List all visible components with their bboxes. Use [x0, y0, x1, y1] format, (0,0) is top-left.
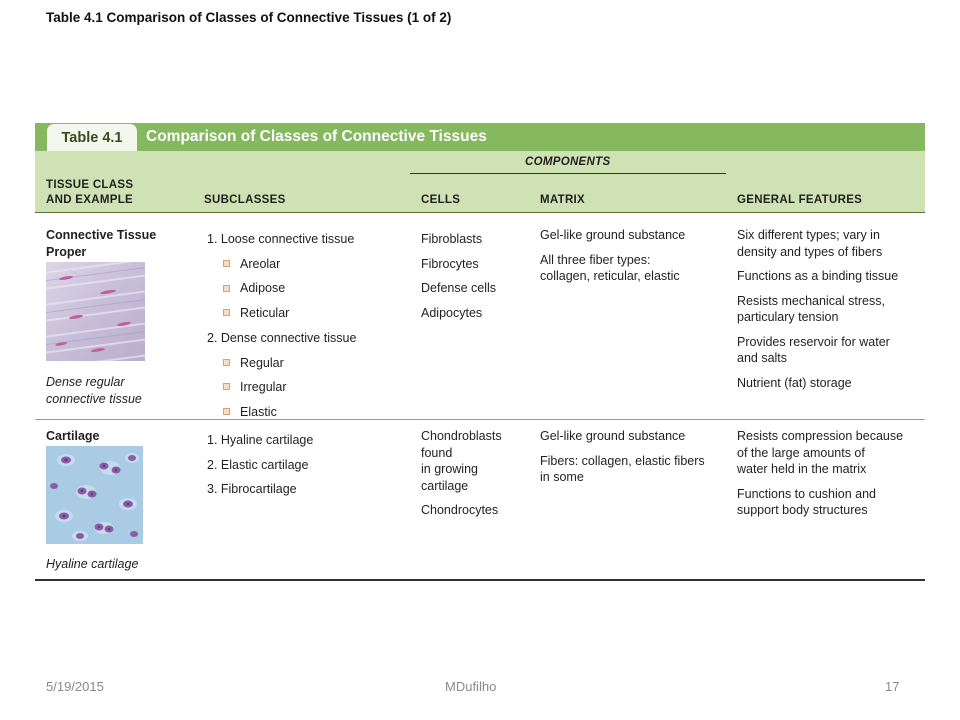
row-divider	[35, 419, 925, 420]
subclass-item: Areolar	[207, 252, 356, 277]
subclass-item: Regular	[207, 351, 356, 376]
row2-subclasses	[207, 428, 313, 502]
footer-date: 5/19/2015	[46, 679, 104, 694]
header-matrix: MATRIX	[540, 194, 586, 206]
table-title: Comparison of Classes of Connective Tissues	[146, 128, 487, 145]
row2-general-features: Resists compression because of the large amounts of water held in the matrix Functions to cushion and support body structures	[737, 429, 904, 517]
subclass-item: 1. Loose connective tissue	[207, 232, 355, 246]
table-number-tag: Table 4.1	[47, 124, 137, 151]
subclass-item: Elastic	[207, 400, 356, 425]
subclass-item: Irregular	[207, 375, 356, 400]
row1-subclasses	[207, 227, 356, 425]
header-tissue-class: TISSUE CLASS AND EXAMPLE	[46, 179, 134, 206]
dense-regular-tissue-image	[46, 262, 145, 361]
table-header	[35, 151, 925, 213]
subclass-item: 3. Fibrocartilage	[207, 482, 297, 497]
header-subclasses: SUBCLASSES	[204, 194, 286, 206]
footer-page-number: 17	[885, 679, 900, 694]
row1-matrix: Gel-like ground substance All three fiber types: collagen, reticular, elastic	[540, 228, 686, 283]
header-general-features: GENERAL FEATURES	[737, 194, 863, 206]
subclass-item: Adipose	[207, 276, 356, 301]
row1-general-features: Six different types; vary in density and types of fibers Functions as a binding tissue Resists mechanical stress, particulary tension Provides reservoir for water and salts Nutrient (fat) storage	[737, 228, 899, 390]
row1-example-caption: Dense regular connective tissue	[46, 375, 142, 406]
hyaline-cartilage-image	[46, 446, 143, 544]
table-bottom-rule	[35, 579, 925, 581]
connective-tissue-table	[35, 123, 925, 581]
subclass-item: 2. Dense connective tissue	[207, 330, 357, 345]
slide-title: Table 4.1 Comparison of Classes of Connective Tissues (1 of 2)	[46, 10, 452, 25]
header-components: COMPONENTS	[525, 156, 611, 168]
row2-matrix: Gel-like ground substance Fibers: collagen, elastic fibers in some	[540, 429, 705, 484]
table-title-bar	[35, 123, 925, 151]
subclass-item: 1. Hyaline cartilage	[207, 433, 314, 447]
row2-class-name: Cartilage	[46, 429, 100, 443]
row2-example-caption: Hyaline cartilage	[46, 557, 139, 571]
subclass-item: 2. Elastic cartilage	[207, 457, 309, 472]
subclass-item: Reticular	[207, 301, 356, 326]
footer-author: MDufilho	[445, 679, 497, 694]
row1-cells: Fibroblasts Fibrocytes Defense cells Adipocytes	[421, 232, 497, 321]
header-cells: CELLS	[421, 194, 461, 206]
row2-cells: Chondroblasts found in growing cartilage Chondrocytes	[421, 429, 502, 517]
components-rule	[410, 173, 726, 174]
row1-class-name: Connective Tissue Proper	[46, 228, 157, 259]
